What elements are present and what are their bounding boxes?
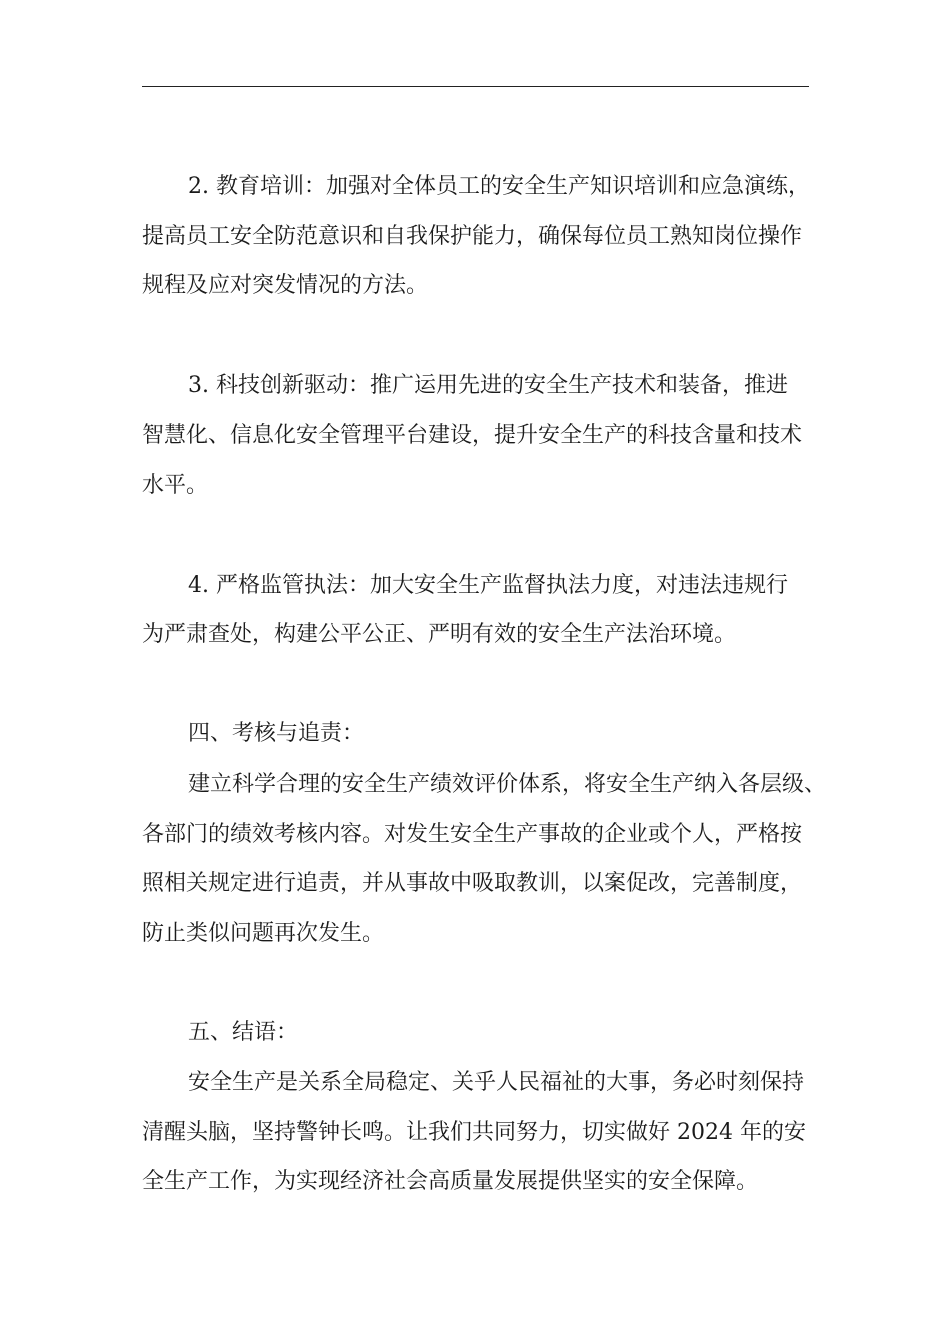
header-rule (142, 86, 809, 87)
para-4-line-3: 照相关规定进行追责，并从事故中吸取教训，以案促改，完善制度， (142, 871, 803, 896)
section-heading-conclusion: 五、结语： (188, 1020, 299, 1045)
item-2-line-3: 规程及应对突发情况的方法。 (142, 273, 429, 298)
item-3-line-2: 智慧化、信息化安全管理平台建设，提升安全生产的科技含量和技术 (142, 423, 803, 448)
para-4-line-2: 各部门的绩效考核内容。对发生安全生产事故的企业或个人，严格按 (142, 822, 803, 847)
item-3-line-3: 水平。 (142, 473, 209, 498)
para-5-line-1: 安全生产是关系全局稳定、关乎人民福祉的大事，务必时刻保持 (188, 1070, 805, 1095)
item-4-line-1: 4. 严格监管执法：加大安全生产监督执法力度，对违法违规行 (188, 573, 788, 598)
item-4-line-2: 为严肃查处，构建公平公正、严明有效的安全生产法治环境。 (142, 622, 737, 647)
para-4-line-4: 防止类似问题再次发生。 (142, 921, 385, 946)
item-2-line-2: 提高员工安全防范意识和自我保护能力，确保每位员工熟知岗位操作 (142, 224, 803, 249)
para-5-line-2: 清醒头脑，坚持警钟长鸣。让我们共同努力，切实做好 2024 年的安 (142, 1120, 806, 1145)
item-2-line-1: 2. 教育培训：加强对全体员工的安全生产知识培训和应急演练， (188, 174, 810, 199)
para-4-line-1: 建立科学合理的安全生产绩效评价体系，将安全生产纳入各层级、 (188, 772, 827, 797)
item-3-line-1: 3. 科技创新驱动：推广运用先进的安全生产技术和装备，推进 (188, 373, 788, 398)
para-5-line-3: 全生产工作，为实现经济社会高质量发展提供坚实的安全保障。 (142, 1169, 759, 1194)
section-heading-assessment: 四、考核与追责： (188, 721, 365, 746)
